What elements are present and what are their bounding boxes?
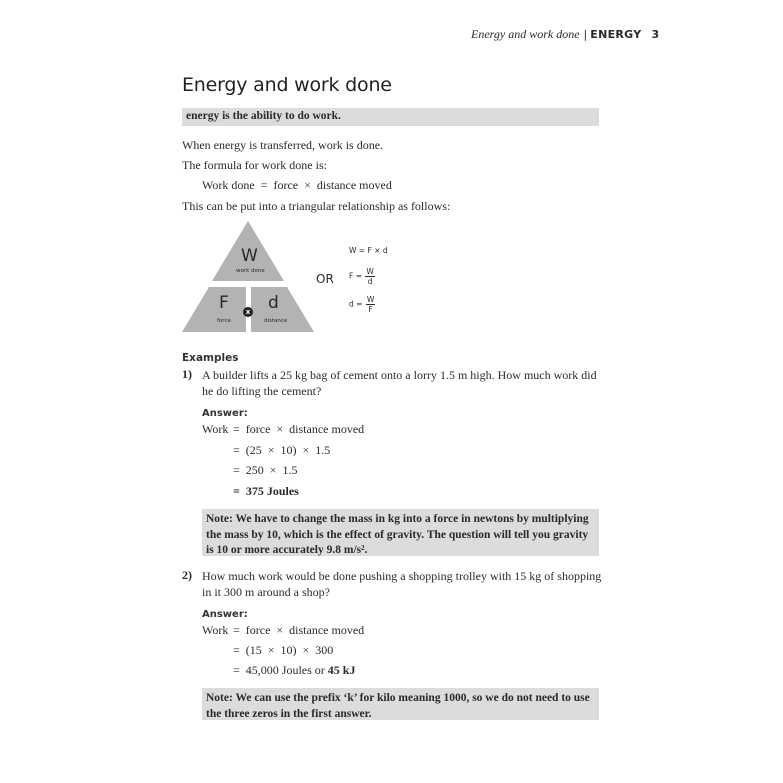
intro-line-1: When energy is transferred, work is done. xyxy=(182,138,384,152)
example-1-work-label: Work xyxy=(202,422,229,436)
example-1-question: A builder lifts a 25 kg bag of cement onto a lorry 1.5 m high. How much work did he do lifting the cement? xyxy=(202,368,597,398)
page-number: 3 xyxy=(651,28,660,41)
example-1-step-3: = 250 × 1.5 xyxy=(233,463,298,477)
definition-box xyxy=(182,108,599,126)
equation-d-numerator: W xyxy=(366,295,375,304)
equation-f xyxy=(349,267,375,286)
example-2-note: Note: We can use the prefix ‘k’ for kilo meaning 1000, so we do not need to use the three zeros in the first answer. xyxy=(206,692,590,720)
equation-d-lhs: d = xyxy=(349,299,363,309)
example-1-number: 1) xyxy=(182,367,192,381)
example-2-note-box xyxy=(202,688,599,720)
triangle-right-caption: distance xyxy=(264,318,288,324)
equation-f-denominator: d xyxy=(367,277,373,286)
triangle-left-section xyxy=(182,287,246,332)
example-1-note-box xyxy=(202,509,599,556)
header-section: ENERGY xyxy=(590,28,642,41)
example-2-step-2: = (15 × 10) × 300 xyxy=(233,643,334,657)
equation-w: W = F × d xyxy=(349,246,388,255)
or-label: OR xyxy=(316,272,334,286)
equation-d-denominator: F xyxy=(368,305,373,314)
formula-triangle xyxy=(180,219,318,335)
triangle-left-caption: force xyxy=(217,318,231,324)
triangle-left-symbol: F xyxy=(219,293,229,313)
example-2-result-kj: 45 kJ xyxy=(327,663,356,677)
example-2-number: 2) xyxy=(182,568,192,582)
triangle-top-caption: work done xyxy=(236,268,265,274)
triangle-right-symbol: d xyxy=(268,293,279,313)
intro-line-2: The formula for work done is: xyxy=(182,158,327,172)
example-1-answer-label: Answer: xyxy=(202,408,248,419)
example-1-step-1: = force × distance moved xyxy=(233,422,365,436)
triangle-top-symbol: W xyxy=(241,246,258,266)
triangle-shapes xyxy=(180,219,318,335)
example-2-question: How much work would be done pushing a shopping trolley with 15 kg of shopping in it 300 m around a shop? xyxy=(202,569,602,599)
running-header xyxy=(471,27,659,42)
example-1-result: = 375 Joules xyxy=(233,484,299,498)
examples-heading: Examples xyxy=(182,352,239,364)
multiply-icon: x xyxy=(243,307,253,317)
example-2-step-3 xyxy=(233,663,355,678)
work-formula: Work done = force × distance moved xyxy=(202,178,392,192)
definition-text: energy is the ability to do work. xyxy=(186,110,341,122)
intro-line-3: This can be put into a triangular relationship as follows: xyxy=(182,199,451,213)
triangle-right-section xyxy=(251,287,314,332)
equation-d xyxy=(349,295,375,314)
equation-f-numerator: W xyxy=(366,267,374,276)
example-2-step-1: = force × distance moved xyxy=(233,623,365,637)
example-2-answer-label: Answer: xyxy=(202,609,248,620)
example-1-note: Note: We have to change the mass in kg into a force in newtons by multiplying the mass by 10, which is the effect of gravity. The question will tell you gravity is 10 or more accurately 9.8 m/s². xyxy=(206,513,589,556)
header-separator: | xyxy=(583,28,588,41)
equation-d-fraction xyxy=(366,295,375,314)
equation-f-lhs: F = xyxy=(349,271,362,281)
page-title: Energy and work done xyxy=(182,74,392,96)
example-2-result-joules: = 45,000 Joules or xyxy=(233,663,328,677)
header-topic: Energy and work done xyxy=(471,27,580,41)
equation-f-fraction xyxy=(365,267,374,286)
example-1-step-2: = (25 × 10) × 1.5 xyxy=(233,443,331,457)
example-2-work-label: Work xyxy=(202,623,229,637)
